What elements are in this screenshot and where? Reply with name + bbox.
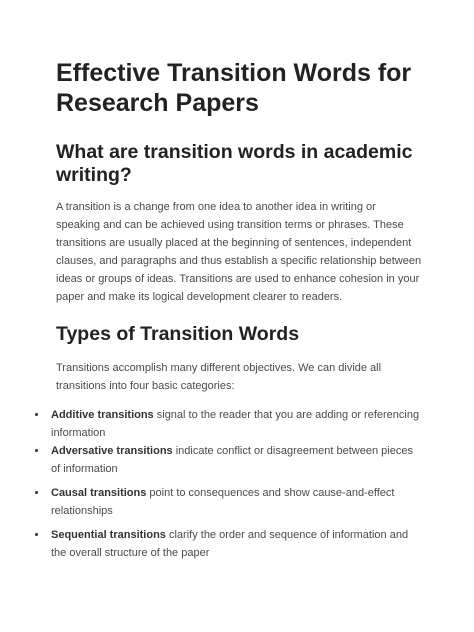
bullet-icon <box>35 413 38 416</box>
section-heading-what: What are transition words in academic writing? <box>56 141 413 186</box>
list-item <box>51 484 421 520</box>
definition-paragraph: A transition is a change from one idea to another idea in writing or speaking and can be achieved using transition terms or phrases. These transitions are usually placed at the beginning of sentences, independent clauses, and paragraphs and thus establish a specific relationship between ideas or groups of ideas. Transitions are used to enhance cohesion in your paper and make its logical development clearer to readers. <box>56 201 422 303</box>
list-item-description: signal to the reader that you are adding or referencing information <box>51 409 420 439</box>
section-heading-types: Types of Transition Words <box>56 323 300 345</box>
bullet-icon <box>35 491 38 494</box>
list-item-term: Sequential transitions <box>51 529 166 541</box>
list-item-term: Causal transitions <box>51 487 147 499</box>
types-intro-paragraph: Transitions accomplish many different objectives. We can divide all transitions into four basic categories: <box>56 362 382 392</box>
list-item <box>51 526 421 562</box>
list-item-description: point to consequences and show cause-and-effect relationships <box>51 487 395 517</box>
bullet-icon <box>35 449 38 452</box>
bullet-icon <box>35 533 38 536</box>
page-title: Effective Transition Words for Research Papers <box>56 59 412 117</box>
list-item <box>51 442 421 478</box>
list-item-description: indicate conflict or disagreement between pieces of information <box>51 445 413 475</box>
list-item-term: Adversative transitions <box>51 445 173 457</box>
list-item <box>51 406 421 442</box>
list-item-description: clarify the order and sequence of information and the overall structure of the paper <box>51 529 409 559</box>
list-item-term: Additive transitions <box>51 409 154 421</box>
